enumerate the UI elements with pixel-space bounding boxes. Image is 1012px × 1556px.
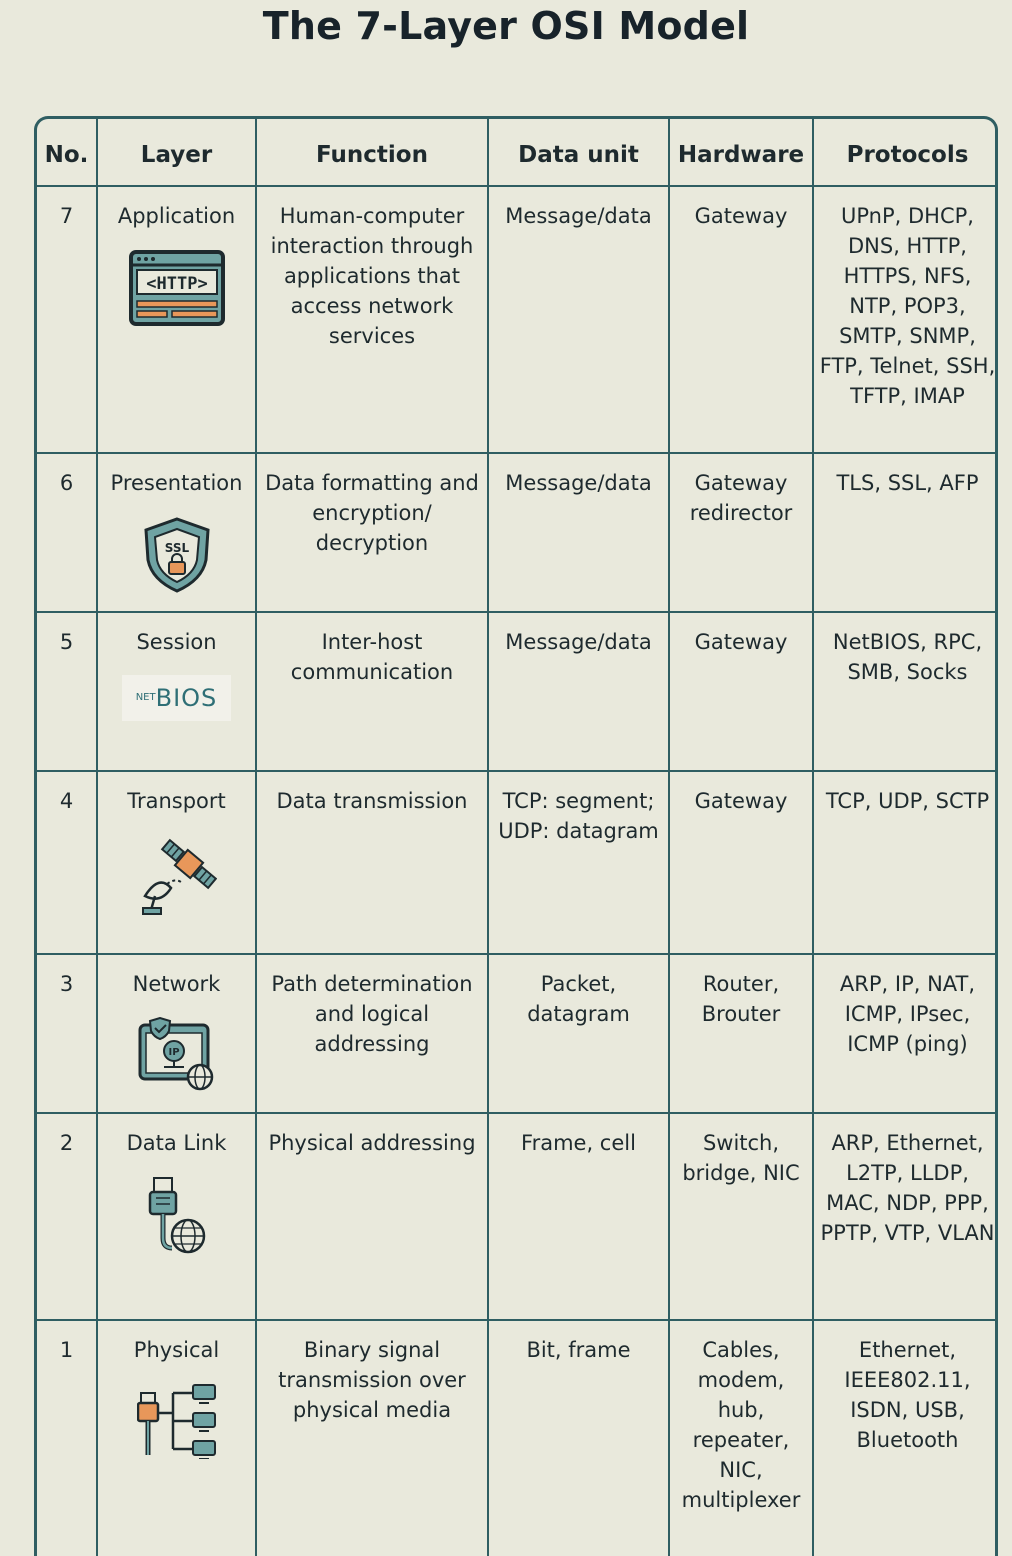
- row-hardware: Gateway redirector: [669, 453, 813, 612]
- row-function: Data formatting and encryption/ decryption: [256, 453, 488, 612]
- layer-name: Session: [136, 630, 217, 654]
- header-data-unit: Data unit: [488, 119, 669, 186]
- satellite-icon: [137, 834, 217, 918]
- row-layer: [97, 453, 256, 612]
- row-data-unit: Packet, datagram: [488, 954, 669, 1113]
- netbios-icon-text: BIOS: [155, 684, 218, 712]
- cable-hub-icon: [137, 1383, 217, 1459]
- layer-name: Transport: [127, 789, 226, 813]
- row-function: Data transmission: [256, 771, 488, 954]
- row-layer: [97, 186, 256, 453]
- http-window-icon: [128, 249, 226, 327]
- row-function: Binary signal transmission over physical media: [256, 1320, 488, 1556]
- row-function: Inter-host communication: [256, 612, 488, 771]
- row-layer: [97, 1320, 256, 1556]
- row-hardware: Gateway: [669, 612, 813, 771]
- row-layer: [97, 1113, 256, 1320]
- row-protocols: TLS, SSL, AFP: [813, 453, 998, 612]
- row-data-unit: Frame, cell: [488, 1113, 669, 1320]
- header-row: [37, 119, 998, 186]
- row-data-unit: Bit, frame: [488, 1320, 669, 1556]
- row-no: 6: [37, 453, 97, 612]
- header-hardware: Hardware: [669, 119, 813, 186]
- row-no: 1: [37, 1320, 97, 1556]
- header-no: No.: [37, 119, 97, 186]
- osi-table: [34, 116, 998, 1556]
- table-row: [37, 1113, 998, 1320]
- row-no: 4: [37, 771, 97, 954]
- row-layer: [97, 771, 256, 954]
- netbios-icon: $^{NET}$BIOS: [122, 675, 232, 721]
- row-hardware: Switch, bridge, NIC: [669, 1113, 813, 1320]
- layer-name: Physical: [133, 1338, 220, 1362]
- table-row: [37, 771, 998, 954]
- row-function: Physical addressing: [256, 1113, 488, 1320]
- row-hardware: Gateway: [669, 771, 813, 954]
- row-protocols: Ethernet, IEEE802.11, ISDN, USB, Bluetooth: [813, 1320, 998, 1556]
- row-no: 7: [37, 186, 97, 453]
- row-protocols: ARP, Ethernet, L2TP, LLDP, MAC, NDP, PPP, PPTP, VTP, VLAN: [813, 1113, 998, 1320]
- row-no: 5: [37, 612, 97, 771]
- header-protocols: Protocols: [813, 119, 998, 186]
- row-data-unit: Message/data: [488, 612, 669, 771]
- row-no: 2: [37, 1113, 97, 1320]
- layer-name: Presentation: [110, 471, 243, 495]
- row-protocols: TCP, UDP, SCTP: [813, 771, 998, 954]
- layer-name: Network: [132, 972, 221, 996]
- layer-name: Application: [117, 204, 236, 228]
- table-row: [37, 612, 998, 771]
- header-layer: Layer: [97, 119, 256, 186]
- row-function: Human-computer interaction through applications that access network services: [256, 186, 488, 453]
- row-data-unit: Message/data: [488, 453, 669, 612]
- row-protocols: ARP, IP, NAT, ICMP, IPsec, ICMP (ping): [813, 954, 998, 1113]
- table-row: [37, 954, 998, 1113]
- row-hardware: Gateway: [669, 186, 813, 453]
- row-hardware: Router, Brouter: [669, 954, 813, 1113]
- ssl-icon-text: SSL: [164, 541, 189, 555]
- page-title: The 7-Layer OSI Model: [262, 4, 750, 48]
- row-protocols: UPnP, DHCP, DNS, HTTP, HTTPS, NFS, NTP, POP3, SMTP, SNMP, FTP, Telnet, SSH, TFTP, IMAP: [813, 186, 998, 453]
- row-layer: [97, 954, 256, 1113]
- http-icon-text: <HTTP>: [145, 274, 208, 294]
- table-row: [37, 1320, 998, 1556]
- row-no: 3: [37, 954, 97, 1113]
- header-function: Function: [256, 119, 488, 186]
- ethernet-globe-icon: [146, 1176, 208, 1258]
- row-data-unit: TCP: segment; UDP: datagram: [488, 771, 669, 954]
- layer-name: Data Link: [126, 1131, 227, 1155]
- row-hardware: Cables, modem, hub, repeater, NIC, multiplexer: [669, 1320, 813, 1556]
- ip-icon-text: IP: [167, 1047, 180, 1058]
- row-protocols: NetBIOS, RPC, SMB, Socks: [813, 612, 998, 771]
- row-data-unit: Message/data: [488, 186, 669, 453]
- row-layer: [97, 612, 256, 771]
- ip-network-icon: [136, 1017, 218, 1093]
- table-row: [37, 453, 998, 612]
- table-row: [37, 186, 998, 453]
- ssl-shield-icon: [142, 516, 212, 594]
- row-function: Path determination and logical addressing: [256, 954, 488, 1113]
